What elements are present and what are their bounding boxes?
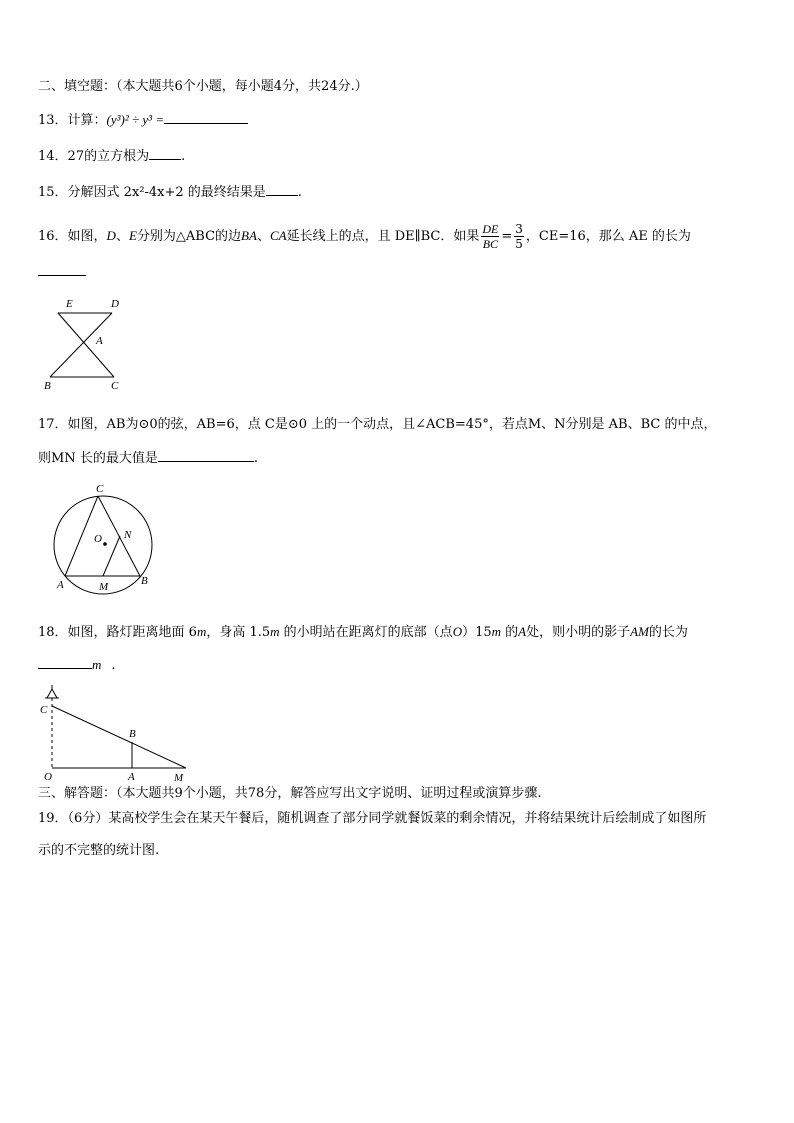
segment-ec: [58, 313, 114, 377]
segment-cb: [98, 496, 140, 576]
q18-text-7: 的长为: [648, 625, 688, 640]
q17-figure: [50, 480, 160, 595]
q18-label-c: C: [40, 704, 48, 716]
center-o-dot: [103, 542, 107, 546]
q18-point-o: O: [452, 624, 463, 639]
q18-unit-2: m: [270, 624, 280, 639]
q16-fraction-3-5: [514, 222, 524, 251]
q16-label-a: A: [96, 335, 103, 347]
q18-label-b: B: [129, 728, 136, 740]
question-17-line-1: 17．如图，AB为⊙0的弦，AB=6，点 C是⊙0 上的一个动点，且∠ACB=45°，若点M、N分别是 AB、BC 的中点，: [38, 417, 717, 432]
q17-label-b: B: [141, 575, 148, 587]
question-19-line-2: 示的不完整的统计图.: [38, 843, 160, 858]
q18-unit-1: m: [196, 624, 207, 639]
q18-label-o: O: [44, 771, 52, 783]
q16-sep-1: 、: [115, 229, 129, 244]
q16-side-ca: CA: [269, 228, 287, 243]
q16-frac2-num: 3: [515, 222, 523, 236]
q13-prefix: 13．计算：: [38, 113, 107, 128]
light-ray-cm: [52, 706, 186, 768]
q16-text-3: 延长线上的点，且 DE∥BC．如果: [286, 229, 480, 244]
q16-point-d: D: [106, 228, 116, 243]
q18-label-a: A: [128, 771, 135, 783]
q16-label-e: E: [66, 298, 73, 310]
q17-label-a: A: [57, 579, 64, 591]
q13-expression: (y³)² ÷ y³ =: [106, 112, 165, 127]
q16-figure: [38, 295, 138, 395]
q17-text-2: 则MN 长的最大值是: [38, 451, 158, 466]
q16-frac1-num: DE: [482, 222, 499, 236]
question-17-line-2: [38, 448, 258, 468]
segment-mn: [103, 536, 120, 576]
question-13: [38, 110, 248, 130]
q15-end: .: [297, 185, 302, 200]
q14-end: .: [181, 149, 186, 164]
q16-fraction-de-bc: [481, 222, 499, 251]
q18-text-5: 的: [501, 625, 519, 640]
q18-text-3: 的小明站在距离灯的底部（点: [279, 625, 453, 640]
q18-text-1: 18．如图，路灯距离地面 6: [38, 625, 197, 640]
q18-unit-3: m: [491, 624, 502, 639]
q18-end: .: [111, 658, 116, 673]
q17-end: .: [253, 451, 258, 466]
q16-label-c: C: [111, 380, 119, 392]
q18-figure: [36, 684, 196, 784]
section-2-heading: 二、填空题：（本大题共6个小题，每小题4分，共24分.）: [38, 79, 368, 94]
q16-frac2-den: 5: [515, 237, 523, 251]
lamp-icon: [47, 689, 57, 698]
q16-frac1-den: BC: [482, 237, 499, 251]
q16-sep-2: 、: [256, 229, 270, 244]
q18-answer-blank[interactable]: [38, 655, 92, 669]
q16-text-2: 分别为△ABC的边: [136, 229, 242, 244]
q15-text: 15．分解因式 2x²-4x+2 的最终结果是: [38, 185, 266, 200]
q14-text: 14．27的立方根为: [38, 149, 150, 164]
question-14: [38, 146, 185, 166]
section-3-heading: 三、解答题：（本大题共9个小题，共78分，解答应写出文字说明、证明过程或演算步骤.: [38, 786, 542, 801]
q18-text-4: ）15: [462, 625, 492, 640]
question-19-line-1: 19．（6分）某高校学生会在某天午餐后，随机调查了部分同学就餐饭菜的剩余情况，并将结果统计后绘制成了如图所: [38, 811, 707, 826]
q13-answer-blank[interactable]: [164, 110, 248, 124]
q14-answer-blank[interactable]: [149, 146, 181, 160]
q16-answer-line: [38, 262, 86, 282]
q16-equals: =: [501, 229, 513, 244]
question-15: [38, 182, 302, 202]
question-18-line-2: [38, 655, 116, 675]
q16-label-b: B: [44, 380, 51, 392]
q17-label-o: O: [94, 533, 102, 545]
q15-answer-blank[interactable]: [266, 182, 298, 196]
q17-label-m: M: [99, 581, 109, 593]
q16-side-ba: BA: [241, 228, 257, 243]
question-16: [38, 222, 691, 251]
q18-point-a: A: [518, 624, 527, 639]
q16-text-4: ，CE=16，那么 AE 的长为: [525, 229, 691, 244]
q16-text-1: 16．如图，: [38, 229, 107, 244]
q16-point-e: E: [128, 228, 137, 243]
q17-label-n: N: [124, 529, 132, 541]
question-18-line-1: [38, 623, 688, 642]
q17-answer-blank[interactable]: [158, 448, 254, 462]
q18-label-m: M: [174, 772, 184, 784]
q18-segment-am: AM: [630, 624, 649, 639]
q18-answer-unit: m: [92, 657, 102, 672]
q18-text-2: ，身高 1.5: [206, 625, 271, 640]
q17-label-c: C: [96, 483, 104, 495]
circle-o: [54, 496, 152, 594]
q18-text-6: 处，则小明的影子: [526, 625, 631, 640]
q16-answer-blank[interactable]: [38, 262, 86, 276]
q16-label-d: D: [111, 298, 119, 310]
